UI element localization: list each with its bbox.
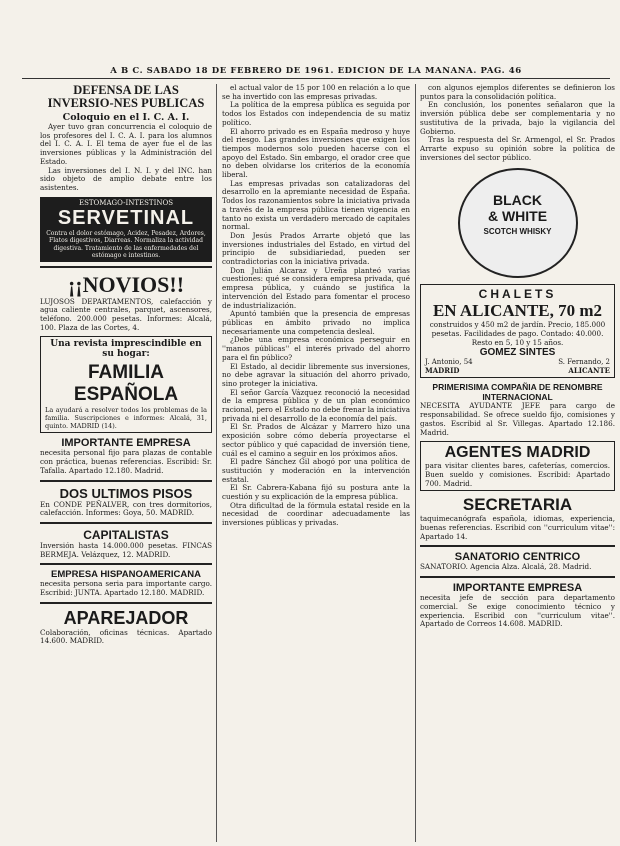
ad-empresa-body: necesita personal fijo para plazas de contable con práctica, buenas referencias. Escribid: Sr. Tafalla. Apartado 12.180. Madrid. [40, 448, 212, 475]
article-paragraph: Las empresas privadas son catalizadoras del desarrollo en la apremiante necesidad de España. Todos los razonamientos sobre la iniciativa privada a través de la empresa pública tienen vigencia en tanto no exista un verdadero mercado de capitales normal. [222, 178, 410, 232]
ad-agentes-title: AGENTES MADRID [444, 444, 591, 462]
divider [40, 602, 212, 604]
article-paragraph: El ahorro privado es en España medroso y huye del riesgo. Las grandes inversiones que exigen los tiempos modernos solo pueden hacerse con el apoyo del Estado. Sin embargo, el orador cree que no deben olvidarse los criterios de la economía liberal. [222, 126, 410, 180]
divider [40, 266, 212, 268]
ad-empresa-title: IMPORTANTE EMPRESA [61, 437, 191, 450]
ad-chalets-city [425, 366, 610, 375]
article-paragraph: Don Jesús Prados Arrarte objetó que las inversiones industriales del Estado, en virtud del principio de subsidiariedad, pueden ser contradictorias con la iniciativa privada. [222, 230, 410, 267]
ad-novios-body: LUJOSOS DEPARTAMENTOS, calefacción y agua caliente centrales, parquet, ascensores, teléfono. 200.000 pesetas. Informes: Alcalá, 100. Plaza de las Cortes, 4. [40, 296, 212, 332]
article-subtitle: Coloquio en el I. C. A. I. [62, 112, 190, 123]
article-paragraph: Otra dificultad de la fórmula estatal reside en la necesidad de coordinar adecuadamente las inversiones públicas y privadas. [222, 500, 410, 528]
ad-agentes [420, 441, 615, 491]
column-rule [415, 84, 416, 842]
ad-chalets-top: CHALETS [478, 287, 557, 302]
city-2: ALICANTE [568, 366, 610, 376]
ad-hispano-body: necesita persona seria para importante cargo. Escribid: JUNTA. Apartado 12.180. MADRID. [40, 579, 212, 598]
column-left [40, 84, 212, 842]
city-1: MADRID [425, 366, 460, 376]
logo-brand-1: BLACK [493, 192, 542, 209]
ad-pisos-title: DOS ULTIMOS PISOS [59, 485, 193, 501]
article-paragraph: Las inversiones del I. N. I. y del INC. han sido objeto de amplio debate entre los asistentes. [40, 165, 212, 192]
ad-aparejador-title: APAREJADOR [63, 607, 189, 628]
ad-chalets [420, 284, 615, 378]
logo-sub: SCOTCH WHISKY [483, 227, 552, 237]
ad-pisos-body: En CONDE PEÑALVER, con tres dormitorios, calefacción. Informes: Goya, 50. MADRID. [40, 499, 212, 518]
ad-capitalistas-title: CAPITALISTAS [83, 527, 169, 542]
article-paragraph: Ayer tuvo gran concurrencia el coloquio de los profesores del I. C. A. I. para los alumnos del I. C. A. I. El tema de ayer fue el de las inversiones públicas y la Administración del Estado. [40, 122, 212, 166]
ad-servetinal-body: Contra el dolor estómago, Acidez, Pesadez, Ardores, Flatos digestivos, Diarreas. Normaliza la actividad digestiva. Tratamiento de las enfermedades del estómago e intestinos. [46, 229, 206, 260]
ad-chalets-addr [425, 358, 610, 366]
divider [40, 522, 212, 524]
ad-novios-title: ¡¡NOVIOS!! [67, 271, 185, 297]
ad-compania-title: PRIMERISIMA COMPAÑIA DE RENOMBRE INTERNACIONAL [432, 382, 603, 403]
ad-revista-name2: ESPAÑOLA [73, 384, 179, 406]
article-paragraph: El Estado, al decidir libremente sus inversiones, no debe agravar la situación del ahorro privado, sino proteger la iniciativa. [222, 361, 410, 388]
ad-servetinal [40, 197, 212, 262]
article-paragraph: El Sr. Cabrera-Kabana fijó su postura ante la cuestión y su explicación de la empresa pública. [222, 483, 410, 502]
ad-chalets-agent: GOMEZ SINTES [479, 347, 556, 359]
ad-sanatorio-title: SANATORIO CENTRICO [454, 551, 581, 564]
divider [420, 545, 615, 547]
ad-aparejador-body: Colaboración, oficinas técnicas. Apartado 14.600. MADRID. [40, 627, 212, 646]
article-paragraph: En conclusión, los ponentes señalaron que la inversión pública debe ser complementaria y no sustitutiva de la privada, bajo la vigilancia del Gobierno. [420, 100, 615, 136]
ad-chalets-body: construidos y 450 m2 de jardín. Precio, 185.000 pesetas. Facilidades de pago. Contado: 40.000. Resto en 5, 10 y 15 años. [429, 320, 606, 347]
article-title: DEFENSA DE LAS INVERSIO-NES PUBLICAS [47, 84, 205, 110]
article-paragraph: Apuntó también que la presencia de empresas públicas en ámbito privado no implica necesariamente una competencia desleal. [222, 309, 410, 336]
ad-empresa2-title: IMPORTANTE EMPRESA [452, 582, 583, 595]
addr-1: J. Antonio, 54 [425, 358, 473, 367]
page-header: A B C. SABADO 18 DE FEBRERO DE 1961. EDICION DE LA MAÑANA. PAG. 46 [22, 66, 610, 79]
black-white-logo [458, 168, 578, 278]
article-paragraph: Don Julián Alcaraz y Ureña planteó varias cuestiones: qué se considera empresa privada, qué empresa pública, y cuándo se justifica la intervención del Estado para fomentar el proceso de industrialización. [222, 265, 410, 310]
ad-hispano-title: EMPRESA HISPANOAMERICANA [51, 569, 201, 581]
article-paragraph: El padre Sánchez Gil abogó por una política de sustitución y moderación en la intervención estatal. [222, 457, 410, 484]
article-paragraph: Tras la respuesta del Sr. Armengol, el Sr. Prados Arrarte expuso su opinión sobre la política de inversiones del sector público. [420, 135, 615, 162]
ad-revista-lead: Una revista imprescindible en su hogar: [50, 339, 202, 360]
article-paragraph: El Sr. Prados de Alcázar y Marrero hizo una exposición sobre cómo debería proyectarse el sector público y qué capacidad de inversión tiene, cuál es el camino a seguir en los próximos años. [222, 422, 410, 458]
addr-2: S. Fernando, 2 [558, 358, 610, 367]
column-rule [216, 84, 217, 842]
ad-agentes-body: para visitar clientes bares, cafeterías, comercios. Buen sueldo y comisiones. Escribid: Apartado 700. Madrid. [425, 461, 610, 488]
ad-revista [40, 336, 212, 433]
ad-revista-body: La ayudará a resolver todos los problemas de la familia. Suscripciones e informes: Alcalá, 31, quinto. MADRID (14). [45, 406, 207, 431]
ad-secretaria-title: SECRETARIA [462, 495, 573, 515]
divider [420, 576, 615, 578]
ad-sanatorio-body: SANATORIO. Agencia Alza. Alcalá, 28. Madrid. [420, 562, 592, 572]
logo-brand-2: & WHITE [487, 208, 548, 225]
article-paragraph: La política de la empresa pública es seguida por todos los Estados con independencia de su matiz político. [222, 100, 410, 127]
ad-servetinal-brand: SERVETINAL [57, 206, 195, 229]
ad-empresa2-body: necesita jefe de sección para departamento comercial. Se exige conocimiento técnico y experiencia. Escribid con ''curriculum vitae''. Apartado de Correos 14.608. MADRID. [420, 593, 615, 629]
column-right [420, 84, 615, 842]
article-paragraph: con algunos ejemplos diferentes se definieron los puntos para la consolidación política. [420, 84, 615, 101]
ad-revista-name1: FAMILIA [88, 362, 164, 384]
ad-compania-body: NECESITA AYUDANTE JEFE para cargo de responsabilidad. Se ofrece sueldo fijo, comisiones y gastos. Escribid al Sr. Villegas. Apartado 12.186. Madrid. [420, 401, 615, 437]
ad-chalets-main: EN ALICANTE, 70 m2 [432, 301, 603, 321]
article-paragraph: El señor García Vázquez reconoció la necesidad de la empresa pública y de un plan económico racional, pero el Estado no debe frenar la iniciativa privada ni el desarrollo de la economía del país. [222, 387, 410, 423]
divider [40, 480, 212, 482]
ad-servetinal-top: ESTOMAGO-INTESTINOS [78, 198, 174, 207]
article-paragraph: ¿Debe una empresa económica perseguir en ''manos públicas'' el interés privado del ahorro para el fin público? [222, 335, 410, 362]
divider [40, 563, 212, 565]
ad-secretaria-body: taquimecanógrafa española, idiomas, experiencia, buenas referencias. Escribid con ''curriculum vitae'': Apartado 14. [420, 514, 615, 541]
ad-capitalistas-body: Inversión hasta 14.000.000 pesetas. FINCAS BERMEJA. Velázquez, 12. MADRID. [40, 540, 212, 559]
column-middle [222, 84, 410, 842]
article-paragraph: el actual valor de 15 por 100 en relación a lo que se ha invertido con las empresas privadas. [222, 84, 410, 101]
